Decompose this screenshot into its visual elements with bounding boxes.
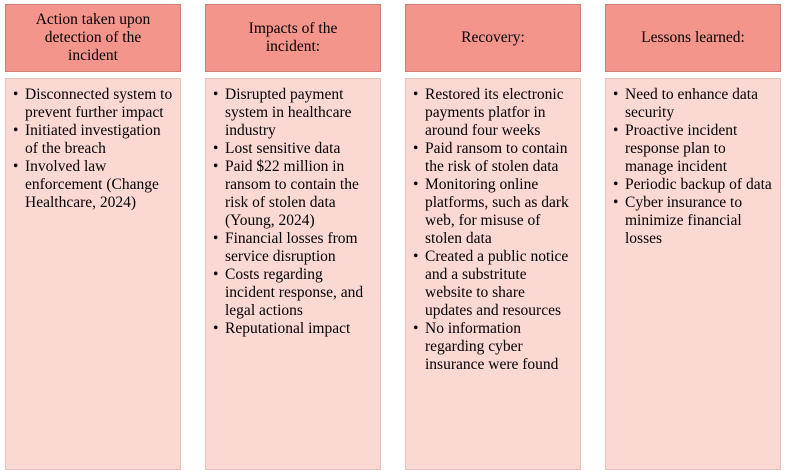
list-item: • Disrupted payment system in healthcare industry	[213, 86, 374, 140]
list-item: • Costs regarding incident response, and legal actions	[213, 266, 374, 320]
column-header	[5, 4, 181, 72]
bullet-list	[413, 86, 574, 374]
list-item: • Disconnected system to prevent further impact	[13, 86, 174, 122]
column-body	[5, 78, 181, 470]
list-item: • Involved law enforcement (Change Healthcare, 2024)	[13, 158, 174, 212]
column-body	[205, 78, 381, 470]
column-body	[605, 78, 781, 470]
bullet-list	[613, 86, 774, 248]
list-item: • Cyber insurance to minimize financial losses	[613, 194, 774, 248]
column-lessons-learned	[605, 4, 781, 470]
list-item: • Financial losses from service disruption	[213, 230, 374, 266]
list-item: • Need to enhance data security	[613, 86, 774, 122]
list-item: • Paid $22 million in ransom to contain the risk of stolen data (Young, 2024)	[213, 158, 374, 230]
bullet-list	[213, 86, 374, 338]
column-header-text: Recovery:	[461, 29, 525, 46]
list-item: • Lost sensitive data	[213, 140, 374, 158]
list-item: • Initiated investigation of the breach	[13, 122, 174, 158]
list-item: • Periodic backup of data	[613, 176, 774, 194]
list-item: • Reputational impact	[213, 320, 374, 338]
list-item: • Created a public notice and a substritute website to share updates and resources	[413, 248, 574, 320]
column-impacts	[205, 4, 381, 470]
column-recovery	[405, 4, 581, 470]
list-item: • Restored its electronic payments platfor in around four weeks	[413, 86, 574, 140]
list-item: • No information regarding cyber insurance were found	[413, 320, 574, 374]
column-header-text: Impacts of the incident:	[248, 20, 338, 55]
column-header-text: Action taken upon detection of the incident	[35, 11, 151, 64]
list-item: • Proactive incident response plan to manage incident	[613, 122, 774, 176]
column-header	[605, 4, 781, 72]
list-item: • Monitoring online platforms, such as dark web, for misuse of stolen data	[413, 176, 574, 248]
column-actions-taken	[5, 4, 181, 470]
column-header	[405, 4, 581, 72]
column-header	[205, 4, 381, 72]
column-header-text: Lessons learned:	[641, 29, 745, 46]
bullet-list	[13, 86, 174, 212]
column-body	[405, 78, 581, 470]
list-item: • Paid ransom to contain the risk of stolen data	[413, 140, 574, 176]
